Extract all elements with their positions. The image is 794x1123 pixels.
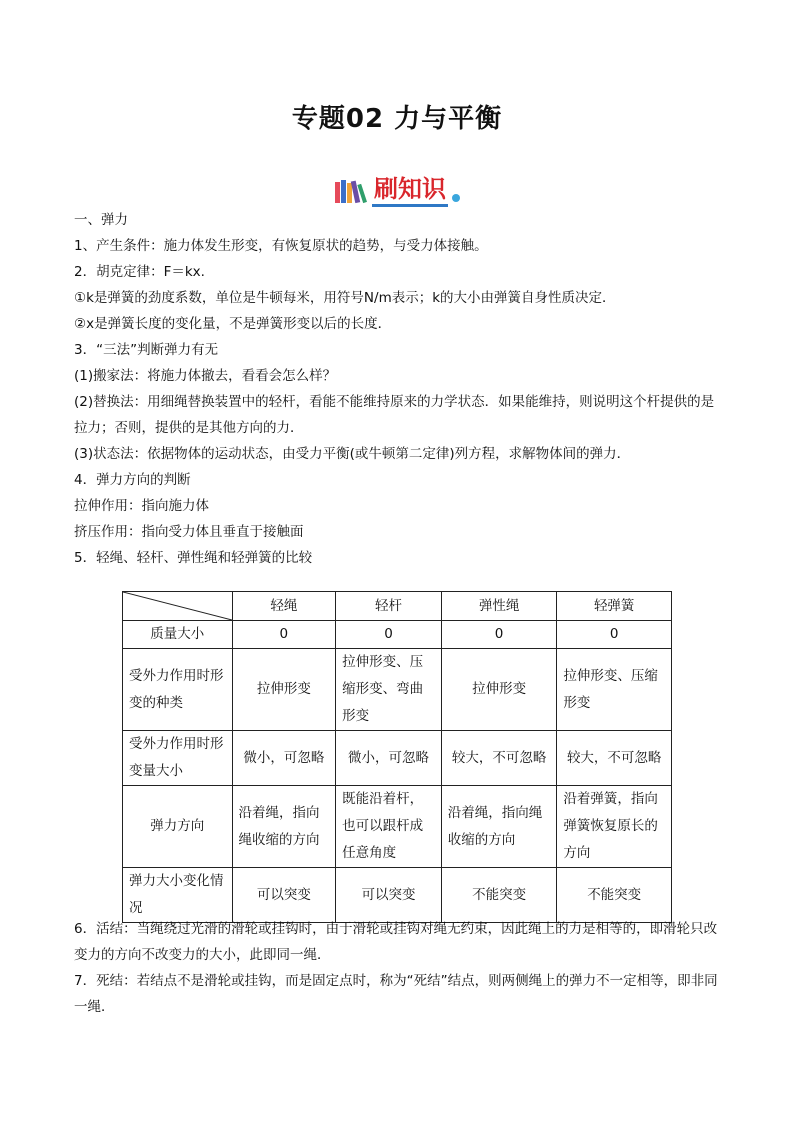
table-cell: 沿着弹簧，指向弹簧恢复原长的方向 <box>557 786 672 868</box>
table-cell: 0 <box>336 621 442 649</box>
column-header: 轻杆 <box>336 592 442 621</box>
table-cell: 0 <box>441 621 557 649</box>
paragraph: 6．活结：当绳绕过光滑的滑轮或挂钩时，由于滑轮或挂钩对绳无约束，因此绳上的力是相等的，即滑轮只改变力的方向不改变力的大小，此即同一绳． <box>74 921 718 963</box>
table-cell: 拉伸形变 <box>441 649 557 731</box>
row-label: 受外力作用时形变的种类 <box>123 649 233 731</box>
table-cell: 可以突变 <box>336 868 442 923</box>
table-cell: 沿着绳，指向绳收缩的方向 <box>441 786 557 868</box>
paragraph: ②x是弹簧长度的变化量，不是弹簧形变以后的长度． <box>74 316 392 332</box>
section-banner <box>0 172 794 210</box>
paragraph: 4．弹力方向的判断 <box>74 472 191 488</box>
table-cell: 微小，可忽略 <box>232 731 336 786</box>
table-cell: 较大，不可忽略 <box>557 731 672 786</box>
paragraph: ①k是弹簧的劲度系数，单位是牛顿每米，用符号N/m表示；k的大小由弹簧自身性质决定． <box>74 290 616 306</box>
comparison-table <box>122 591 672 923</box>
table-cell: 沿着绳，指向绳收缩的方向 <box>232 786 336 868</box>
table-row <box>123 621 672 649</box>
paragraph: 2．胡克定律：F＝kx. <box>74 264 205 280</box>
table-row <box>123 786 672 868</box>
section-1-text <box>74 207 724 571</box>
table-cell: 不能突变 <box>441 868 557 923</box>
paragraph: 7．死结：若结点不是滑轮或挂钩，而是固定点时，称为“死结”结点，则两侧绳上的弹力不一定相等，即非同一绳． <box>74 973 718 1015</box>
page-title: 专题02 力与平衡 <box>291 104 503 134</box>
paragraph: (3)状态法：依据物体的运动状态，由受力平衡(或牛顿第二定律)列方程，求解物体间的弹力． <box>74 446 631 462</box>
row-label: 弹力大小变化情况 <box>123 868 233 923</box>
table-cell: 既能沿着杆，也可以跟杆成任意角度 <box>336 786 442 868</box>
row-label: 质量大小 <box>123 621 233 649</box>
row-label: 受外力作用时形变量大小 <box>123 731 233 786</box>
column-header: 弹性绳 <box>441 592 557 621</box>
section-2-text <box>74 916 724 1020</box>
table-cell: 不能突变 <box>557 868 672 923</box>
table-cell: 可以突变 <box>232 868 336 923</box>
banner-label: 刷知识 <box>372 175 448 207</box>
table-cell: 微小，可忽略 <box>336 731 442 786</box>
banner-dot-icon <box>452 194 460 202</box>
paragraph: 挤压作用：指向受力体且垂直于接触面 <box>74 524 304 540</box>
table-row <box>123 731 672 786</box>
paragraph: (1)搬家法：将施力体撤去，看看会怎么样？ <box>74 368 337 384</box>
column-header: 轻弹簧 <box>557 592 672 621</box>
table-row <box>123 649 672 731</box>
table-cell: 拉伸形变、压缩形变、弯曲形变 <box>336 649 442 731</box>
table-cell: 0 <box>557 621 672 649</box>
table-header-row <box>123 592 672 621</box>
row-label: 弹力方向 <box>123 786 233 868</box>
table-cell: 0 <box>232 621 336 649</box>
diagonal-header-cell <box>123 592 233 621</box>
paragraph: 拉伸作用：指向施力体 <box>74 498 209 514</box>
column-header: 轻绳 <box>232 592 336 621</box>
paragraph: (2)替换法：用细绳替换装置中的轻杆，看能不能维持原来的力学状态．如果能维持，则说明这个杆提供的是拉力；否则，提供的是其他方向的力． <box>74 394 715 436</box>
table-cell: 拉伸形变、压缩形变 <box>557 649 672 731</box>
paragraph: 1、产生条件：施力体发生形变，有恢复原状的趋势，与受力体接触。 <box>74 238 488 254</box>
books-icon <box>334 178 368 204</box>
table-row <box>123 868 672 923</box>
paragraph: 一、弹力 <box>74 212 128 228</box>
paragraph: 5．轻绳、轻杆、弹性绳和轻弹簧的比较 <box>74 550 313 566</box>
paragraph: 3．“三法”判断弹力有无 <box>74 342 219 358</box>
table-cell: 较大，不可忽略 <box>441 731 557 786</box>
table-cell: 拉伸形变 <box>232 649 336 731</box>
